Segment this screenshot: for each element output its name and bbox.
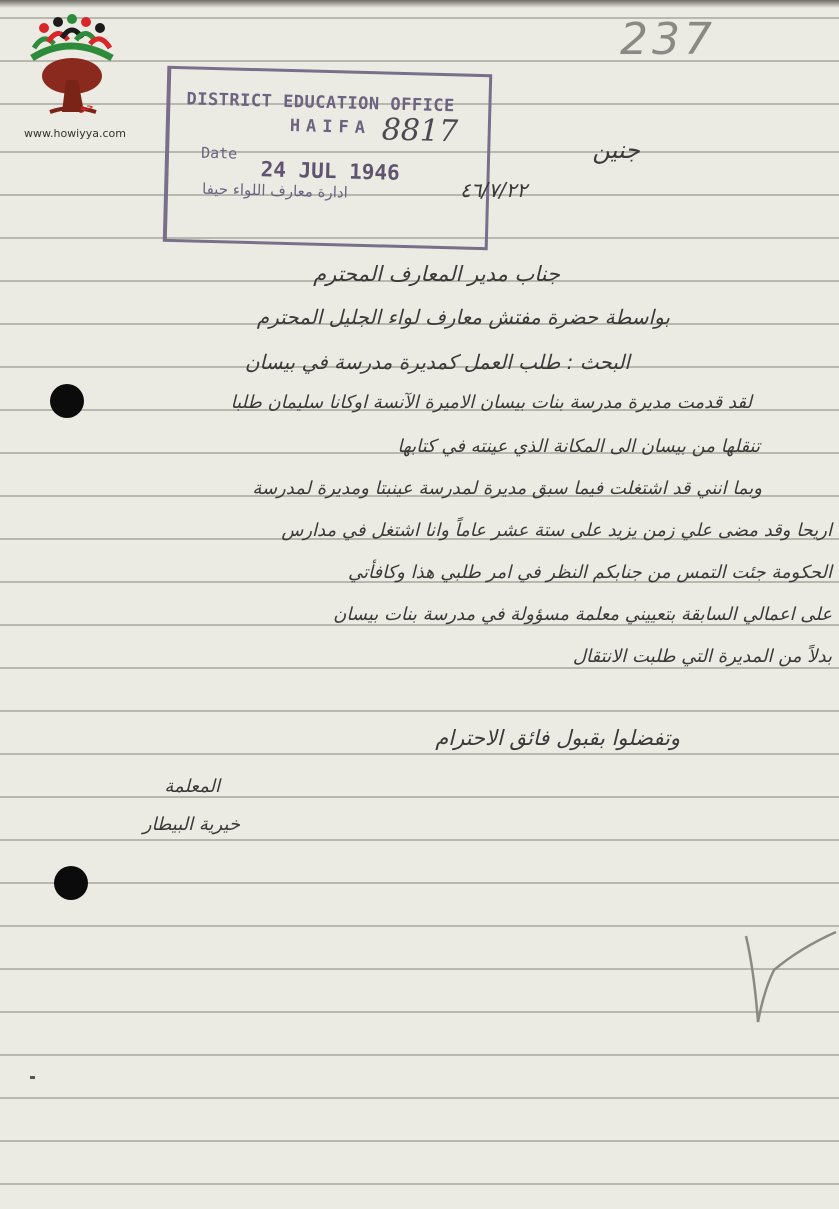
punch-hole-bottom	[54, 866, 88, 900]
stamp-arabic-text: ادارة معارف اللواء حيفا	[201, 179, 349, 202]
scan-speck	[30, 1076, 35, 1079]
signer-name: خيرية البيطار	[142, 814, 240, 835]
letter-body-line-7: بدلاً من المديرة التي طلبت الانتقال	[572, 646, 832, 667]
punch-hole-top	[50, 384, 84, 418]
letter-body-line-5: الحكومة جئت التمس من جنابكم النظر في امر طلبي هذا وكافأتي	[348, 562, 832, 583]
stamp-office-name: DISTRICT EDUCATION OFFICE	[186, 89, 456, 117]
letter-date: ٤٦/٧/٢٢	[460, 178, 528, 202]
letter-body-line-3: وبما انني قد اشتغلت فيما سبق مديرة لمدرسة عينبتا ومديرة لمدرسة	[252, 478, 762, 499]
page-number: 237	[620, 14, 716, 65]
tree-logo-icon	[10, 14, 130, 126]
stamp-city: HAIFA	[289, 116, 372, 139]
stamp-reference-number: 8817	[381, 112, 459, 150]
svg-text:حو: حو	[80, 99, 94, 113]
howiyya-logo	[10, 14, 130, 144]
letter-closing: وتفضلوا بقبول فائق الاحترام	[435, 726, 680, 750]
logo-url-text: www.howiyya.com	[24, 127, 126, 140]
scan-edge-shadow	[0, 0, 839, 8]
letter-body-line-2: تنقلها من بيسان الى المكانة الذي عينته في كتابها	[397, 436, 760, 457]
letter-body-line-1: لقد قدمت مديرة مدرسة بنات بيسان الاميرة الآنسة اوكانا سليمان طلبا	[230, 392, 752, 413]
letter-body-line-6: على اعمالي السابقة بتعييني معلمة مسؤولة في مدرسة بنات بيسان	[333, 604, 832, 625]
district-education-office-stamp	[163, 66, 492, 250]
letter-addressee: جناب مدير المعارف المحترم	[313, 262, 560, 286]
letter-subject: البحث : طلب العمل كمديرة مدرسة في بيسان	[244, 350, 630, 374]
stamp-date: 24 JUL 1946	[260, 157, 401, 185]
stamp-date-label: Date	[200, 143, 238, 163]
signer-title: المعلمة	[164, 776, 220, 797]
letter-place: جنين	[592, 136, 640, 164]
letter-body-line-4: اريحا وقد مضى علي زمن يزيد على ستة عشر عاماً وانا اشتغل في مدارس	[281, 520, 832, 541]
margin-check-mark	[740, 930, 839, 1030]
letter-via: بواسطة حضرة مفتش معارف لواء الجليل المحترم	[256, 305, 670, 329]
